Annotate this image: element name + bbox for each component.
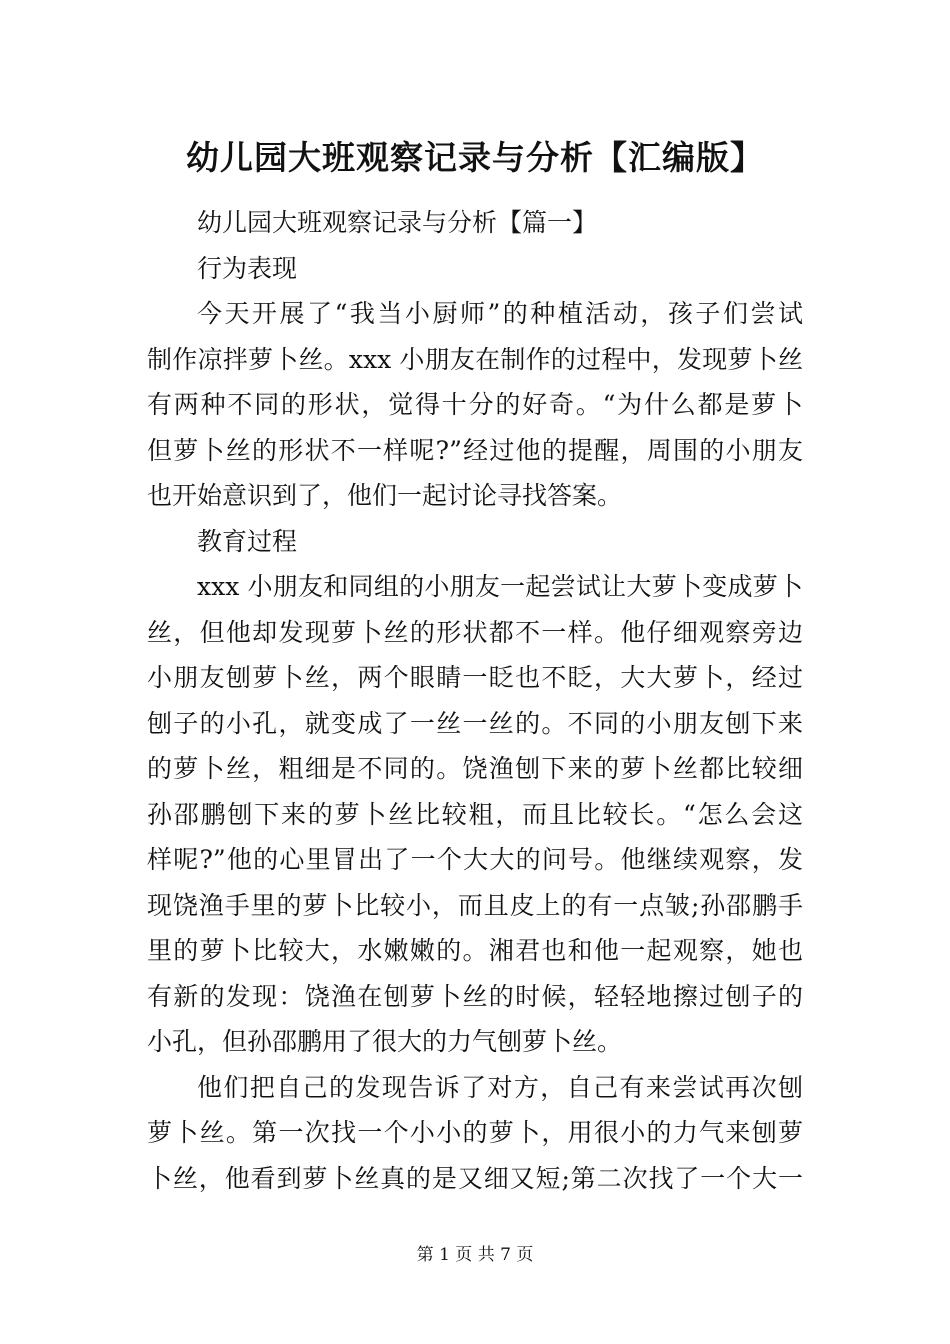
text-line: 现饶渔手里的萝卜比较小，而且皮上的有一点皱;孙邵鹏手 xyxy=(147,890,803,920)
text-line: 小孔，但孙邵鹏用了很大的力气刨萝卜丝。 xyxy=(147,1027,623,1056)
text-line: 今天开展了“我当小厨师”的种植活动，孩子们尝试 xyxy=(197,299,803,328)
text-line: 样呢?”他的心里冒出了一个大大的问号。他继续观察，发 xyxy=(147,845,803,874)
text-line: 有新的发现：饶渔在刨萝卜丝的时候，轻轻地擦过刨子的 xyxy=(147,981,803,1011)
text-line: 孙邵鹏刨下来的萝卜丝比较粗，而且比较长。“怎么会这 xyxy=(147,799,803,829)
text-line: 丝，但他却发现萝卜丝的形状都不一样。他仔细观察旁边 xyxy=(147,617,803,647)
text-line: 卜丝，他看到萝卜丝真的是又细又短;第二次找了一个大一 xyxy=(147,1163,803,1193)
text-line: 也开始意识到了，他们一起讨论寻找答案。 xyxy=(147,481,623,510)
text-line: 但萝卜丝的形状不一样呢?”经过他的提醒，周围的小朋友 xyxy=(147,435,803,465)
text-line: 行为表现 xyxy=(197,253,298,283)
text-line: 里的萝卜比较大，水嫩嫩的。湘君也和他一起观察，她也 xyxy=(147,936,803,965)
text-line: 幼儿园大班观察记录与分析【篇一】 xyxy=(197,208,598,237)
text-line: 萝卜丝。第一次找一个小小的萝卜，用很小的力气来刨萝 xyxy=(147,1118,803,1147)
text-line: 有两种不同的形状，觉得十分的好奇。“为什么都是萝卜 xyxy=(147,390,803,419)
document-body xyxy=(147,200,803,1201)
text-line: 他们把自己的发现告诉了对方，自己有来尝试再次刨 xyxy=(197,1072,803,1102)
document-title: 幼儿园大班观察记录与分析【汇编版】 xyxy=(186,138,764,177)
text-line: 的萝卜丝，粗细是不同的。饶渔刨下来的萝卜丝都比较细 xyxy=(147,754,803,783)
text-line: 制作凉拌萝卜丝。xxx 小朋友在制作的过程中，发现萝卜丝 xyxy=(147,344,803,374)
text-line: 小朋友刨萝卜丝，两个眼睛一眨也不眨，大大萝卜，经过 xyxy=(147,663,803,692)
text-line: 教育过程 xyxy=(197,526,298,556)
page-footer: 第 1 页 共 7 页 xyxy=(416,1245,534,1265)
text-line: xxx 小朋友和同组的小朋友一起尝试让大萝卜变成萝卜 xyxy=(197,572,803,601)
text-line: 刨子的小孔，就变成了一丝一丝的。不同的小朋友刨下来 xyxy=(147,708,803,738)
